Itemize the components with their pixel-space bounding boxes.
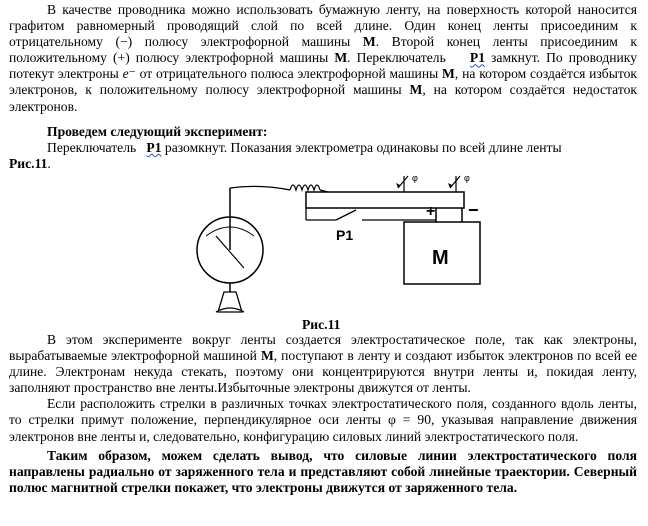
machine-ref: М — [260, 348, 274, 364]
plus-sign: + — [426, 203, 436, 220]
experiment-heading: Проведем следующий эксперимент: — [47, 124, 268, 139]
body-text-2: , поступают в ленту и создают избыток электронов по всей ее длине. Электронам некуда стекать, поэтому они концентрируются внутри ленты и, покидая ленту, заполняют пространство вне ленты.Избыточные электроны движутся от ленты. — [9, 348, 638, 396]
intro-text-2: . Второй конец ленты присоединим к положительному (+) полюсу электрофорной машины — [9, 34, 637, 66]
switch-ref: P1 — [469, 50, 486, 66]
experiment-paragraph — [9, 124, 637, 172]
minus-sign: − — [468, 200, 479, 220]
electrometer-needle — [216, 236, 230, 252]
figure-caption: Рис.11 — [302, 317, 341, 332]
intro-paragraph — [9, 2, 637, 115]
machine-ref: М — [409, 82, 423, 98]
intro-text-3: . Переключатель — [347, 50, 446, 66]
phi-label: φ — [412, 173, 418, 183]
wire — [230, 186, 290, 190]
conclusion-text: Таким образом, можем сделать вывод, что силовые линии электростатического поля направлены радиально от заряженного тела и представляют собой линейные траектории. Северный полюс магнитной стрелки покажет, что электроны движутся от заряженного тела. — [9, 447, 637, 495]
conductor-tape — [306, 192, 464, 208]
machine-ref: М — [362, 34, 376, 50]
machine-ref: М — [442, 66, 455, 82]
experiment-text-1: Переключатель — [47, 140, 137, 156]
electrometer-needle-tail — [230, 252, 244, 268]
figure-ref: Рис.11 — [9, 156, 48, 172]
compass-needle-1 — [396, 173, 418, 192]
coil-spring — [290, 185, 320, 190]
intro-text-6: , на котором создаётся избыток электронов, к положительному полюсу электрофорной машины — [9, 66, 638, 98]
body-text-1: В этом эксперименте вокруг ленты создается электростатическое поле, так как электроны, вырабатываемые электрофорной машиной — [9, 332, 637, 364]
intro-text-4: замкнут. По проводнику потекут электроны — [9, 50, 637, 82]
figure-ref-dot: . — [47, 156, 51, 172]
intro-text-5: от отрицательного полюса электрофорной машины — [139, 66, 439, 82]
experiment-diagram — [150, 170, 510, 320]
switch-ref: P1 — [146, 140, 162, 156]
machine-label: M — [432, 247, 449, 269]
body-paragraphs — [9, 332, 637, 496]
phi-label: φ — [464, 173, 470, 183]
compass-needle-2 — [448, 173, 470, 192]
experiment-text-2: разомкнут. Показания электрометра одинаковы по всей длине ленты — [164, 140, 562, 156]
switch-label: P1 — [336, 227, 354, 243]
body-text-3: Если расположить стрелки в различных точках электростатического поля, созданного вдоль ленты, то стрелки примут положение, перпендикулярное оси ленты φ = 90, указывая направление движения электронов вне ленты и, следовательно, конфигурацию силовых линий электростатического поля. — [9, 396, 637, 444]
intro-text-7: , на котором создаётся недостаток электронов. — [9, 82, 638, 114]
electron-symbol: e⁻ — [122, 66, 136, 82]
intro-text-1: В качестве проводника можно использовать бумажную ленту, на поверхность которой наносится графитом равномерный проводящий слой по всей длине. Один конец ленты присоединим к отрицательному (−) полюсу электрофорной машины — [9, 2, 637, 50]
switch-blade — [336, 210, 356, 220]
machine-ref: М — [334, 50, 348, 66]
